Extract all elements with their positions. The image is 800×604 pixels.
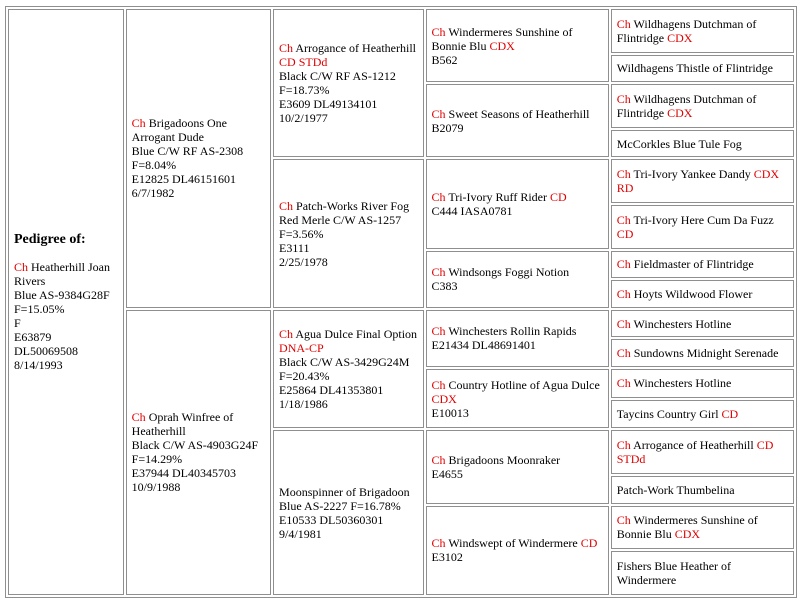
title-prefix: Ch <box>431 452 446 467</box>
dog-name: Brigadoons One Arrogant Dude <box>131 116 228 145</box>
dog-name: Arrogance of Heatherhill <box>295 41 416 56</box>
dog-name: Winchesters Hotline <box>633 316 732 331</box>
dam-cell <box>126 310 271 595</box>
gen3-cell <box>426 159 609 248</box>
info-line: 10/2/1977 <box>279 111 328 126</box>
info-line: E12825 DL46151601 <box>131 172 236 187</box>
gen4-cell <box>611 9 794 53</box>
gen3-cell <box>426 430 609 503</box>
dog-name: Windermeres Sunshine of Bonnie Blu <box>616 513 758 542</box>
dog-name: Hoyts Wildwood Flower <box>633 287 753 302</box>
gen4-cell <box>611 159 794 203</box>
gen4-cell <box>611 339 794 367</box>
dog-name: Heatherhill Joan Rivers <box>14 260 110 288</box>
gen4-cell <box>611 430 794 474</box>
title-prefix: Ch <box>616 92 631 107</box>
title-suffix: CD STDd <box>616 438 774 467</box>
info-line: E37944 DL40345703 <box>131 466 236 481</box>
info-line: Red Merle C/W AS-1257 <box>279 212 402 227</box>
title-suffix: CDX <box>489 38 515 53</box>
title-prefix: Ch <box>616 212 631 227</box>
gen3-cell <box>426 84 609 157</box>
info-line: F=15.05% <box>14 302 65 316</box>
dog-name: Moonspinner of Brigadoon <box>279 484 410 499</box>
title-prefix: Ch <box>131 116 146 131</box>
title-prefix: Ch <box>431 190 446 205</box>
dog-name: Patch-Work Thumbelina <box>616 482 735 497</box>
title-suffix: CDX <box>431 391 457 406</box>
dog-name: Country Hotline of Agua Dulce <box>448 377 600 392</box>
title-prefix: Ch <box>279 41 294 56</box>
title-suffix: CDX <box>674 527 701 542</box>
info-line: Black C/W AS-4903G24F F=14.29% <box>131 438 259 467</box>
info-line: Blue C/W RF AS-2308 <box>131 144 244 159</box>
title-prefix: Ch <box>431 536 446 551</box>
info-line: DL50069508 <box>14 344 78 358</box>
title-suffix: CD <box>580 536 598 551</box>
title-suffix: CDX <box>667 30 693 45</box>
title-prefix: Ch <box>14 260 29 274</box>
info-line: 10/9/1988 <box>131 480 181 495</box>
info-line: F=18.73% <box>279 83 330 98</box>
dog-name: Tri-Ivory Yankee Dandy <box>633 167 751 182</box>
title-prefix: Ch <box>431 106 446 121</box>
title-prefix: Ch <box>616 376 631 391</box>
dog-name: Tri-Ivory Ruff Rider <box>448 190 547 205</box>
gen4-cell <box>611 205 794 249</box>
gen3-cell <box>426 310 609 367</box>
gen3-cell <box>426 251 609 308</box>
info-line: C383 <box>431 279 458 294</box>
dog-name: Fishers Blue Heather of Windermere <box>616 559 732 588</box>
info-line: Blue AS-2227 F=16.78% <box>279 498 401 513</box>
title-prefix: Ch <box>279 327 294 342</box>
gen4-cell <box>611 506 794 550</box>
info-line: E63879 <box>14 330 52 344</box>
gen4-cell <box>611 55 794 83</box>
gen4-cell <box>611 310 794 338</box>
gen3-cell <box>426 9 609 82</box>
title-prefix: Ch <box>616 287 631 302</box>
gen4-cell <box>611 400 794 429</box>
info-line: E25864 DL41353801 <box>279 383 384 398</box>
dog-name: Agua Dulce Final Option <box>295 327 418 342</box>
gen2-cell <box>273 159 423 307</box>
title-suffix: CD <box>549 190 567 205</box>
title-prefix: Ch <box>616 316 631 331</box>
info-line: 9/4/1981 <box>279 526 322 541</box>
info-line: F=3.56% <box>279 226 324 241</box>
dog-name: Oprah Winfree of Heatherhill <box>131 410 234 439</box>
dog-name: Windswept of Windermere <box>448 536 578 551</box>
info-line: E3609 DL49134101 <box>279 97 378 112</box>
dog-name: Winchesters Rollin Rapids <box>448 324 577 339</box>
subject-cell <box>8 9 124 595</box>
sire-cell <box>126 9 271 308</box>
gen4-cell <box>611 476 794 504</box>
info-line: Black C/W RF AS-1212 <box>279 69 396 84</box>
info-line: E4655 <box>431 466 463 481</box>
pedigree-table <box>5 6 797 598</box>
title-suffix: CDX RD <box>616 167 780 196</box>
title-prefix: Ch <box>616 346 631 361</box>
dog-name: McCorkles Blue Tule Fog <box>616 136 742 151</box>
dog-name: Wildhagens Dutchman of Flintridge <box>616 92 757 121</box>
dog-name: Brigadoons Moonraker <box>448 452 561 467</box>
gen4-cell <box>611 130 794 158</box>
title-prefix: Ch <box>431 265 446 280</box>
info-line: E10013 <box>431 405 469 420</box>
dog-name: Tri-Ivory Here Cum Da Fuzz <box>633 212 774 227</box>
dog-name: Sweet Seasons of Heatherhill <box>448 106 590 121</box>
title-suffix: CDX <box>667 106 693 121</box>
dog-name: Wildhagens Dutchman of Flintridge <box>616 16 757 45</box>
gen4-cell <box>611 369 794 398</box>
gen3-cell <box>426 369 609 428</box>
title-prefix: Ch <box>616 513 631 528</box>
title-prefix: Ch <box>431 24 446 39</box>
gen3-cell <box>426 506 609 595</box>
info-line: F <box>14 316 21 330</box>
title-prefix: Ch <box>431 324 446 339</box>
gen4-cell <box>611 251 794 279</box>
info-line: Blue AS-9384G28F <box>14 288 110 302</box>
gen2-cell <box>273 310 423 429</box>
dog-name: Sundowns Midnight Serenade <box>633 346 779 361</box>
dog-name: Arrogance of Heatherhill <box>633 438 754 453</box>
dog-name: Windsongs Foggi Notion <box>448 265 570 280</box>
gen4-cell <box>611 84 794 128</box>
title-prefix: Ch <box>131 410 146 425</box>
dog-name: Patch-Works River Fog <box>296 198 410 213</box>
dog-name: Winchesters Hotline <box>633 376 732 391</box>
info-line: E3102 <box>431 550 463 565</box>
pedigree-heading: Pedigree of: <box>14 232 86 247</box>
dog-name: Windermeres Sunshine of Bonnie Blu <box>431 24 573 53</box>
info-line: B562 <box>431 52 458 67</box>
info-line: 8/14/1993 <box>14 358 63 372</box>
info-line: F=8.04% <box>131 158 177 173</box>
title-prefix: Ch <box>616 438 631 453</box>
gen4-cell <box>611 280 794 308</box>
info-line: 2/25/1978 <box>279 254 328 269</box>
gen2-cell <box>273 430 423 595</box>
title-suffix: CD STDd <box>279 55 328 70</box>
info-line: E3111 <box>279 240 310 255</box>
gen2-cell <box>273 9 423 157</box>
dog-name: Wildhagens Thistle of Flintridge <box>616 61 774 76</box>
info-line: C444 IASA0781 <box>431 204 513 219</box>
title-prefix: Ch <box>279 198 294 213</box>
info-line: 1/18/1986 <box>279 397 328 412</box>
title-prefix: Ch <box>616 167 631 182</box>
gen4-cell <box>611 551 794 595</box>
title-suffix: CD <box>721 407 739 422</box>
title-prefix: Ch <box>616 16 631 31</box>
title-suffix: CD <box>616 226 634 241</box>
info-line: B2079 <box>431 120 464 135</box>
dog-name: Taycins Country Girl <box>616 407 719 422</box>
title-prefix: Ch <box>431 377 446 392</box>
dog-name: Fieldmaster of Flintridge <box>633 257 754 272</box>
info-line: Black C/W AS-3429G24M F=20.43% <box>279 355 410 384</box>
info-line: E10533 DL50360301 <box>279 512 384 527</box>
info-line: 6/7/1982 <box>131 186 175 201</box>
title-suffix: DNA-CP <box>279 341 324 356</box>
info-line: E21434 DL48691401 <box>431 338 536 353</box>
title-prefix: Ch <box>616 257 631 272</box>
